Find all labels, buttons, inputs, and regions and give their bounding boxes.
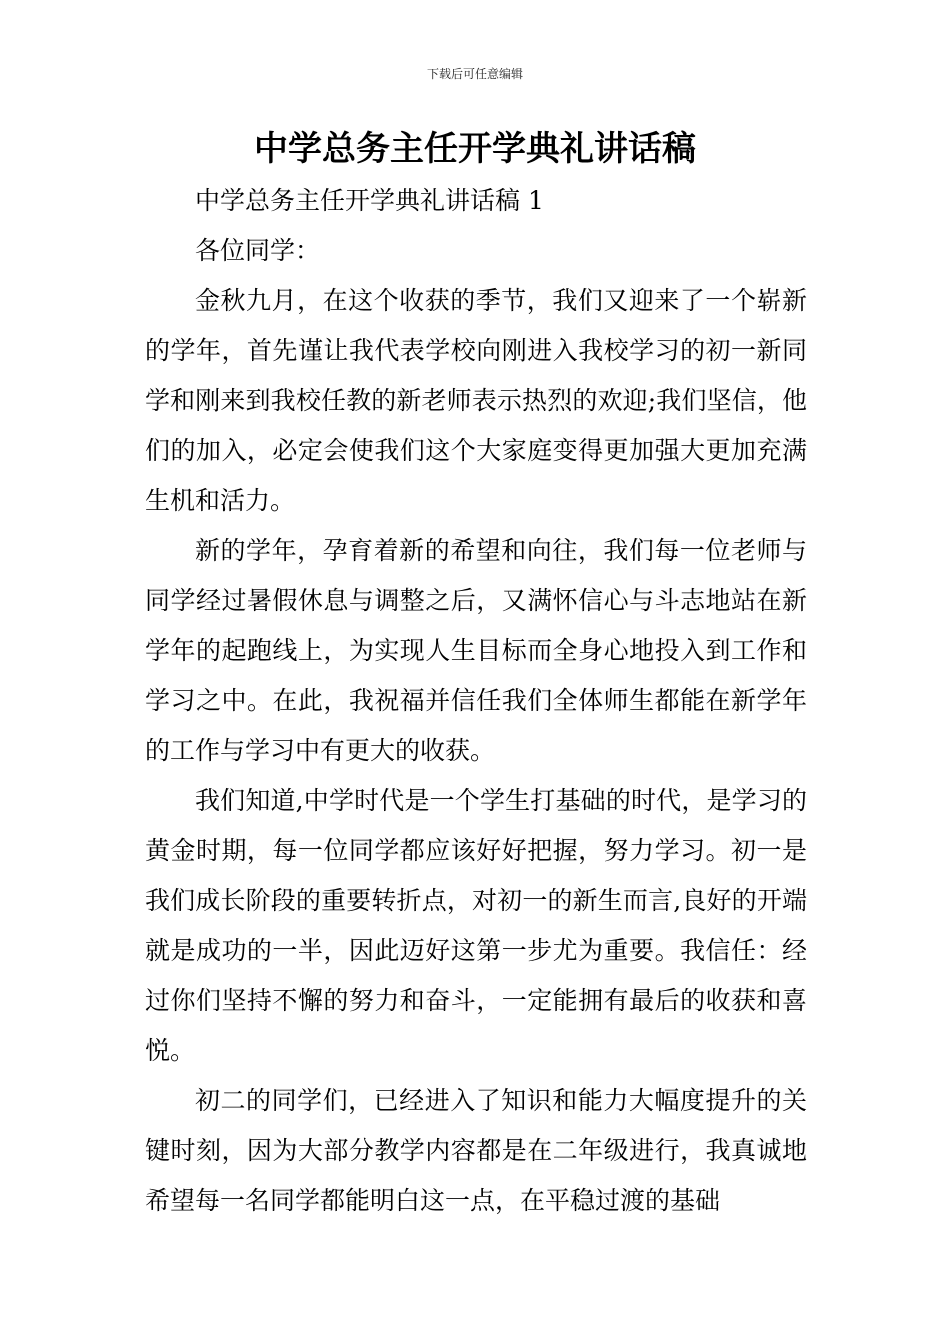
salutation: 各位同学： [195,236,321,265]
document-body [145,176,807,1226]
paragraph-3: 我们知道,中学时代是一个学生打基础的时代，是学习的黄金时期，每一位同学都应该好好把握，努力学习。初一是我们成长阶段的重要转折点，对初一的新生而言,良好的开端就是成功的一半，因此迈好这第一步尤为重要。我信任：经过你们坚持不懈的努力和奋斗，一定能拥有最后的收获和喜悦。 [145,786,807,1065]
paragraph-4: 初二的同学们，已经进入了知识和能力大幅度提升的关键时刻，因为大部分教学内容都是在二年级进行，我真诚地希望每一名同学都能明白这一点，在平稳过渡的基础 [145,1086,807,1215]
paragraph-2: 新的学年，孕育着新的希望和向往，我们每一位老师与同学经过暑假休息与调整之后，又满怀信心与斗志地站在新学年的起跑线上，为实现人生目标而全身心地投入到工作和学习之中。在此，我祝福并信任我们全体师生都能在新学年的工作与学习中有更大的收获。 [145,536,807,765]
document-subtitle: 中学总务主任开学典礼讲话稿 1 [195,186,544,215]
header-note: 下载后可任意编辑 [426,67,523,81]
paragraph-1: 金秋九月，在这个收获的季节，我们又迎来了一个崭新的学年，首先谨让我代表学校向刚进入我校学习的初一新同学和刚来到我校任教的新老师表示热烈的欢迎;我们坚信，他们的加入，必定会使我们这个大家庭变得更加强大更加充满生机和活力。 [145,286,807,515]
document-title: 中学总务主任开学典礼讲话稿 [254,129,696,169]
